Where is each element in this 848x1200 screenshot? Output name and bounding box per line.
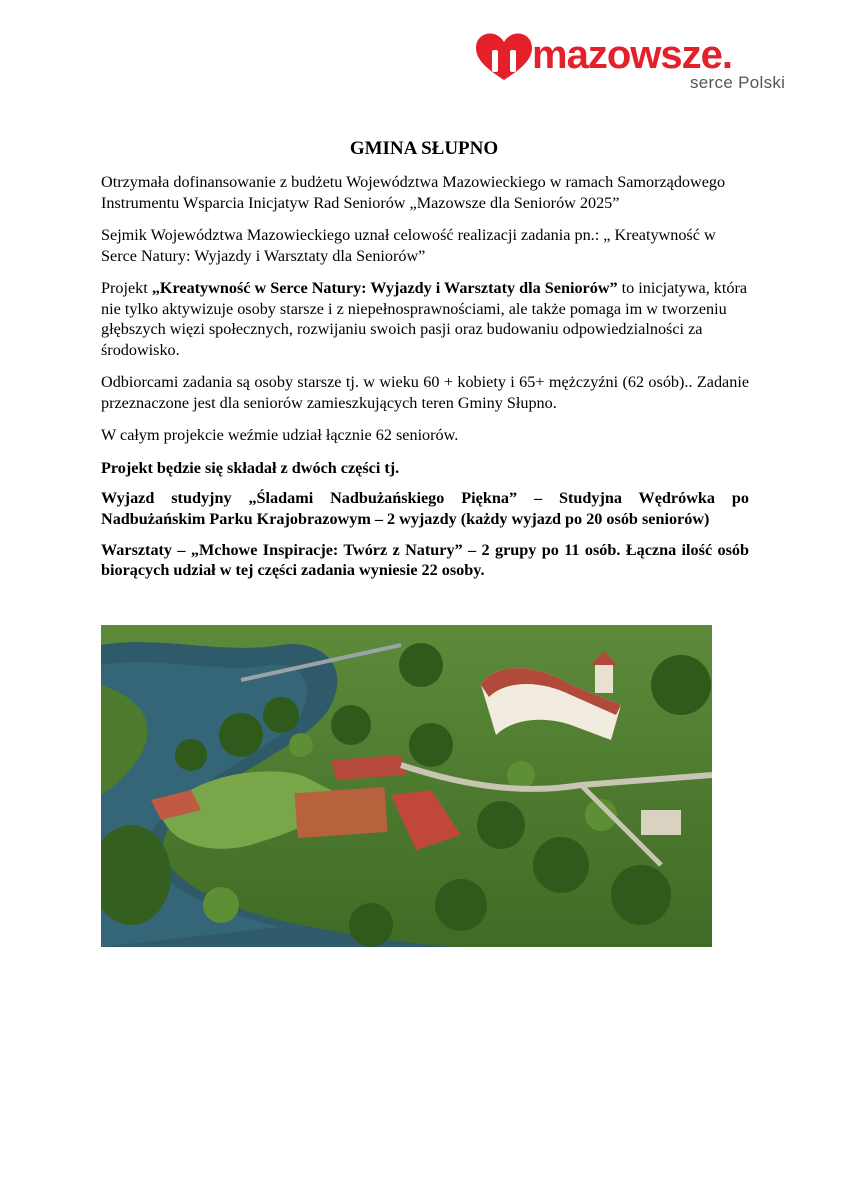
aerial-castle-photo <box>101 625 712 947</box>
project-name: „Kreatywność w Serce Natury: Wyjazdy i Warsztaty dla Seniorów” <box>151 278 618 297</box>
courts <box>295 787 388 838</box>
logo-heart-m <box>476 33 532 80</box>
project-description: to inicjatywa, która nie tylko aktywizuje osoby starsze i z niepełnosprawnościami, ale także pomaga im w tworzeniu głębszych więzi społecznych, rozwijaniu swoich pasji oraz budowaniu odpowiedzialności za środowisko. <box>101 278 748 359</box>
paragraph-workshops: Warsztaty – „Mchowe Inspiracje: Twórz z Natury” – 2 grupy po 11 osób. Łączna ilość osób biorących udział w tej części zadania wyniesie 22 osoby. <box>101 540 749 580</box>
paragraph-study-trip: Wyjazd studyjny „Śladami Nadbużańskiego Piękna” – Studyjna Wędrówka po Nadbużańskim Parku Krajobrazowym – 2 wyjazdy (każdy wyjazd po 20 osób seniorów) <box>101 489 749 528</box>
paragraph-sejmik: Sejmik Województwa Mazowieckiego uznał celowość realizacji zadania pn.: „ Kreatywność w Serce Natury: Wyjazdy i Warsztaty dla Seniorów” <box>101 225 716 265</box>
paragraph-parts-heading: Projekt będzie się składał z dwóch części tj. <box>101 458 400 477</box>
paragraph-participants: W całym projekcie weźmie udział łącznie 62 seniorów. <box>101 426 459 445</box>
logo-wordmark: mazowsze. <box>532 33 732 77</box>
paragraph-project <box>101 278 749 360</box>
paragraph-funding: Otrzymała dofinansowanie z budżetu Województwa Mazowieckiego w ramach Samorządowego Instrumentu Wsparcia Inicjatyw Rad Seniorów „Mazowsze dla Seniorów 2025” <box>101 173 726 212</box>
logo-tagline: serce Polski <box>690 73 786 92</box>
project-prefix: Projekt <box>101 278 152 297</box>
paragraph-recipients: Odbiorcami zadania są osoby starsze tj. w wieku 60 + kobiety i 65+ mężczyźni (62 osób).. Zadanie przeznaczone jest dla seniorów zamieszkujących teren Gminy Słupno. <box>101 373 749 412</box>
document-body <box>101 172 749 593</box>
page-title: GMINA SŁUPNO <box>349 138 499 159</box>
